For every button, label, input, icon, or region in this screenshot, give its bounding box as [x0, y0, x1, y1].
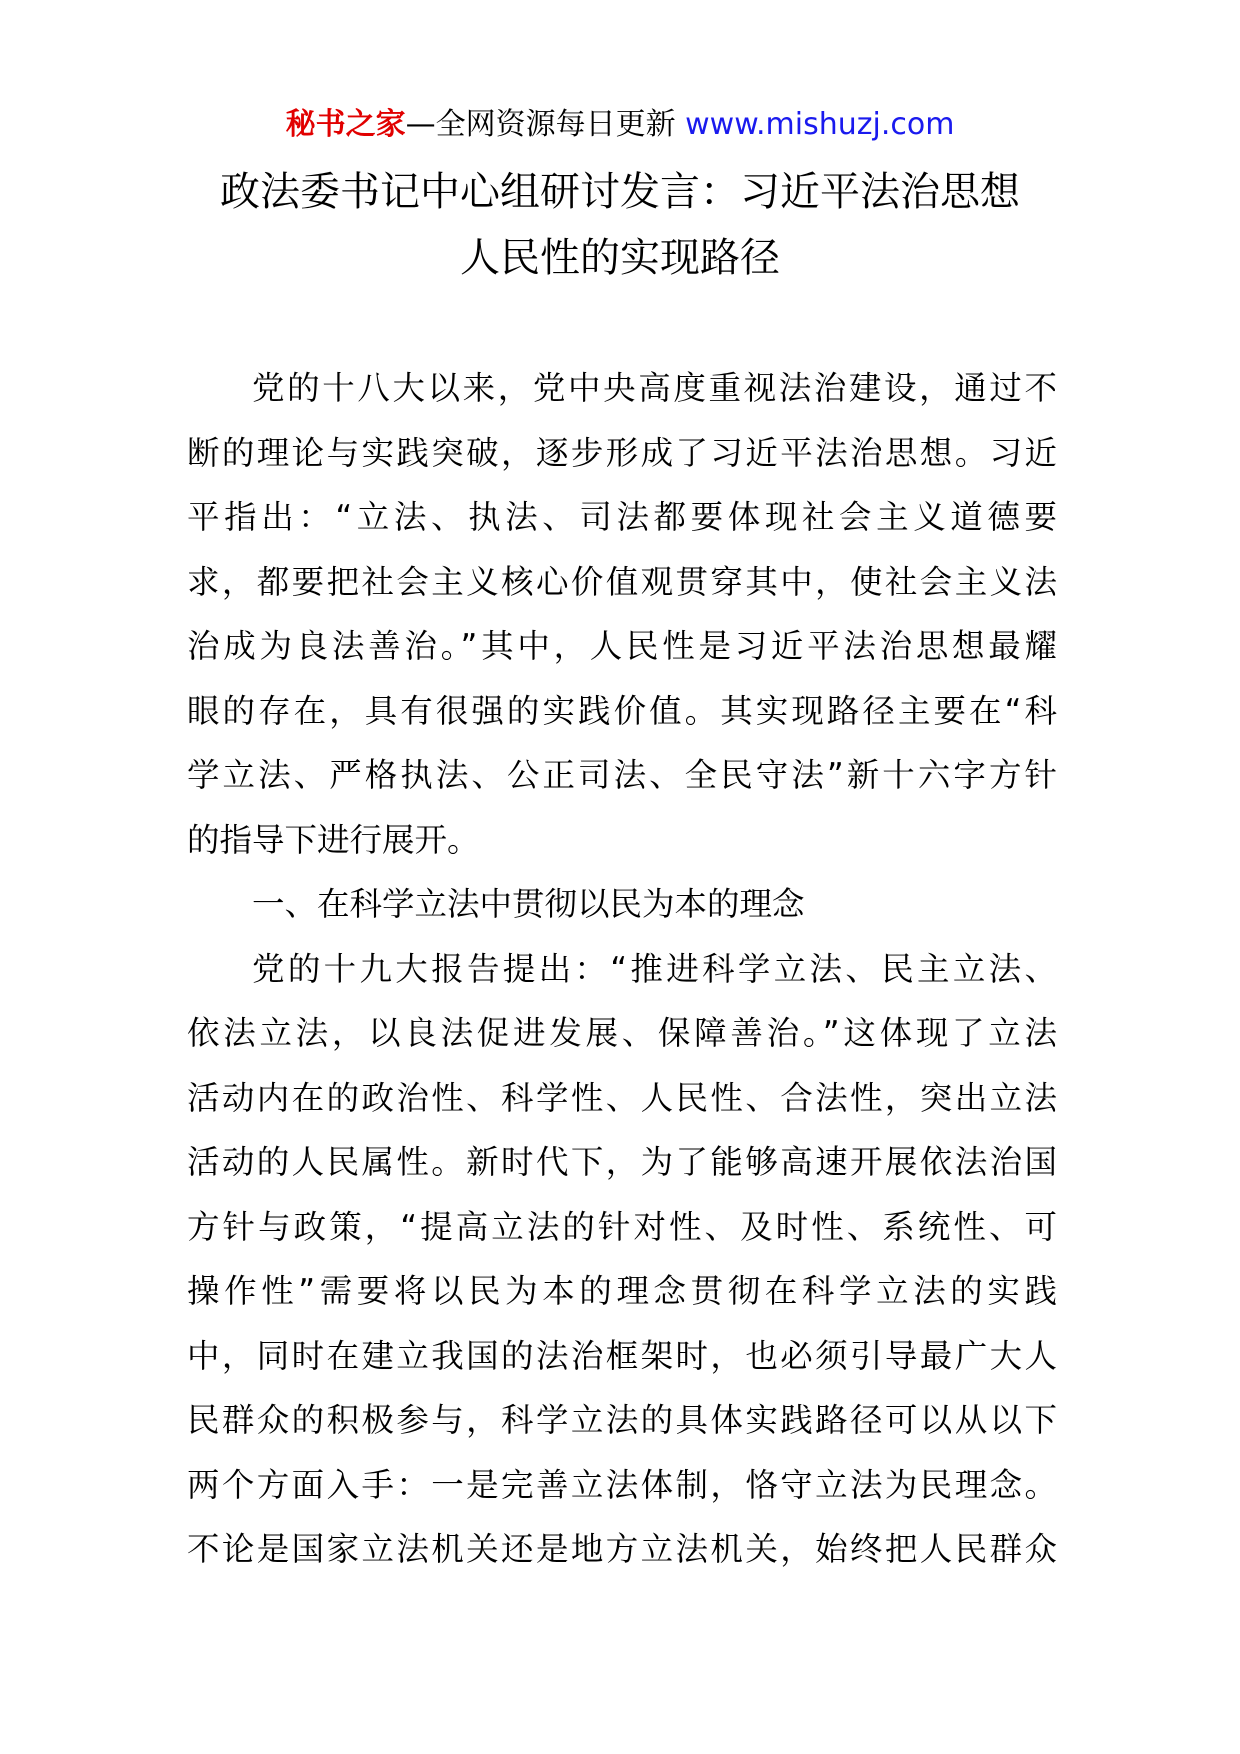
- document-title-line-2: 人民性的实现路径: [460, 235, 780, 281]
- body-line: 的指导下进行展开。: [187, 820, 480, 859]
- body-line: 两个方面入手：一是完善立法体制，恪守立法为民理念。: [187, 1465, 1057, 1504]
- document-title-line-1: 政法委书记中心组研讨发言：习近平法治思想: [220, 169, 1020, 215]
- body-line: 操作性”需要将以民为本的理念贯彻在科学立法的实践: [187, 1272, 1057, 1310]
- site-header: [0, 100, 1240, 150]
- body-line: 活动内在的政治性、科学性、人民性、合法性，突出立法: [187, 1078, 1057, 1117]
- section-heading: 一、在科学立法中贯彻以民为本的理念: [252, 885, 805, 923]
- body-line: 平指出：“立法、执法、司法都要体现社会主义道德要: [187, 498, 1057, 536]
- body-line: 学立法、严格执法、公正司法、全民守法”新十六字方针: [187, 756, 1057, 794]
- body-line: 方针与政策，“提高立法的针对性、及时性、系统性、可: [187, 1207, 1057, 1246]
- body-line: 民群众的积极参与，科学立法的具体实践路径可以从以下: [187, 1401, 1057, 1439]
- body-line: 中，同时在建立我国的法治框架时，也必须引导最广大人: [187, 1336, 1057, 1375]
- body-line: 断的理论与实践突破，逐步形成了习近平法治思想。习近: [187, 433, 1057, 472]
- site-url-link[interactable]: www.mishuzj.com: [685, 107, 955, 142]
- site-tagline: —全网资源每日更新: [405, 107, 676, 142]
- body-line: 治成为良法善治。”其中，人民性是习近平法治思想最耀: [187, 627, 1057, 665]
- body-line: 活动的人民属性。新时代下，为了能够高速开展依法治国: [187, 1143, 1057, 1181]
- body-line: 党的十八大以来，党中央高度重视法治建设，通过不: [252, 369, 1057, 407]
- body-line: 依法立法，以良法促进发展、保障善治。”这体现了立法: [187, 1014, 1057, 1052]
- site-brand: 秘书之家: [285, 107, 406, 142]
- body-line: 求，都要把社会主义核心价值观贯穿其中，使社会主义法: [187, 562, 1057, 601]
- body-line: 不论是国家立法机关还是地方立法机关，始终把人民群众: [187, 1530, 1057, 1568]
- body-line: 党的十九大报告提出：“推进科学立法、民主立法、: [252, 949, 1057, 988]
- body-line: 眼的存在，具有很强的实践价值。其实现路径主要在“科: [187, 691, 1057, 730]
- document-body: [187, 356, 1057, 1582]
